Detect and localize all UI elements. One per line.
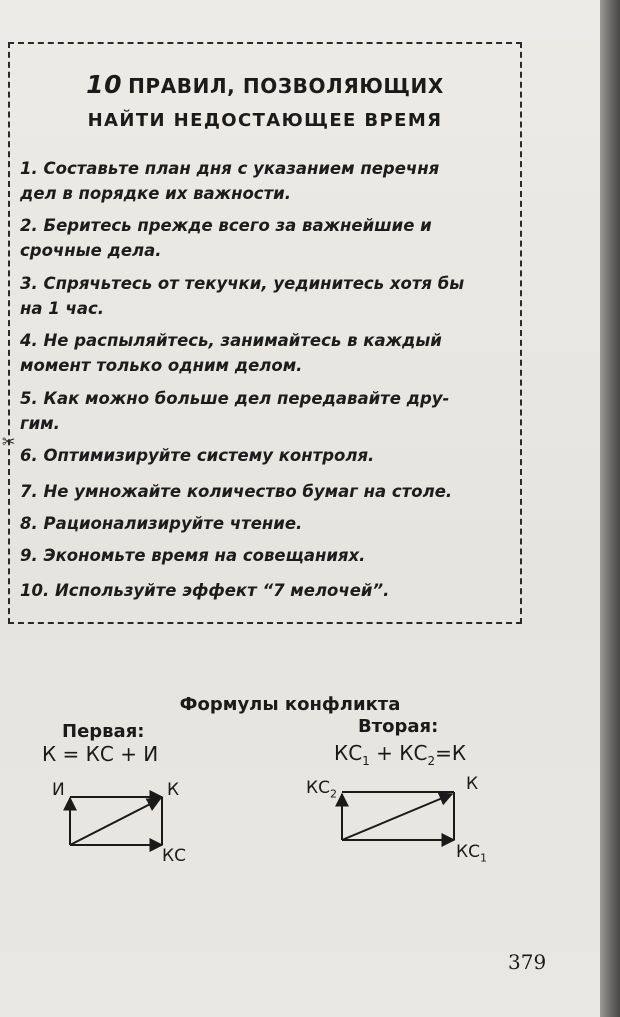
diagram2-label-kc1: $КС_1$	[456, 842, 487, 865]
formulas-title: Формулы конфликта	[179, 694, 401, 715]
first-formula: К = КС + И	[42, 742, 159, 766]
rule-2: 2. Беритесь прежде всего за важнейшие и срочные дела.	[20, 216, 432, 260]
diagram2-shapes	[342, 792, 454, 840]
rule-4: 4. Не распыляйтесь, занимайтесь в каждый момент только одним делом.	[20, 331, 442, 375]
diagram1-label-i: И	[52, 780, 65, 800]
box-title-line2: НАЙТИ НЕДОСТАЮЩЕЕ ВРЕМЯ	[87, 110, 443, 131]
scissors-icon: ✂	[2, 432, 16, 451]
title-number: 10	[86, 70, 123, 99]
rule-3: 3. Спрячьтесь от текучки, уединитесь хотя бы на 1 час.	[20, 274, 465, 318]
second-formula: $КС_1 + КС_2=К$	[334, 741, 467, 768]
diagram1-vector-k	[70, 799, 160, 845]
first-formula-label: Первая:	[62, 721, 145, 742]
title-text-1: ПРАВИЛ, ПОЗВОЛЯЮЩИХ	[128, 74, 444, 98]
diagram2-vector-k	[342, 794, 452, 840]
rule-8: 8. Рационализируйте чтение.	[20, 514, 303, 533]
diagram1-label-k: К	[167, 780, 180, 800]
diagram1-shapes	[70, 797, 162, 845]
rule-5: 5. Как можно больше дел передавайте дру- гим.	[20, 389, 450, 433]
diagram2-label-kc2: $КС_2$	[306, 778, 337, 801]
rule-7: 7. Не умножайте количество бумаг на столе.	[20, 482, 453, 501]
diagram1-label-kc: КС	[162, 846, 186, 866]
rule-9: 9. Экономьте время на совещаниях.	[20, 546, 366, 565]
page-number: 379	[508, 950, 547, 974]
diagram2-label-k: К	[466, 774, 479, 794]
rule-10: 10. Используйте эффект “7 мелочей”.	[20, 581, 390, 600]
second-formula-label: Вторая:	[358, 716, 439, 737]
rule-6: 6. Оптимизируйте систему контроля.	[20, 446, 375, 465]
rule-1: 1. Составьте план дня с указанием перечня дел в порядке их важности.	[20, 159, 440, 203]
